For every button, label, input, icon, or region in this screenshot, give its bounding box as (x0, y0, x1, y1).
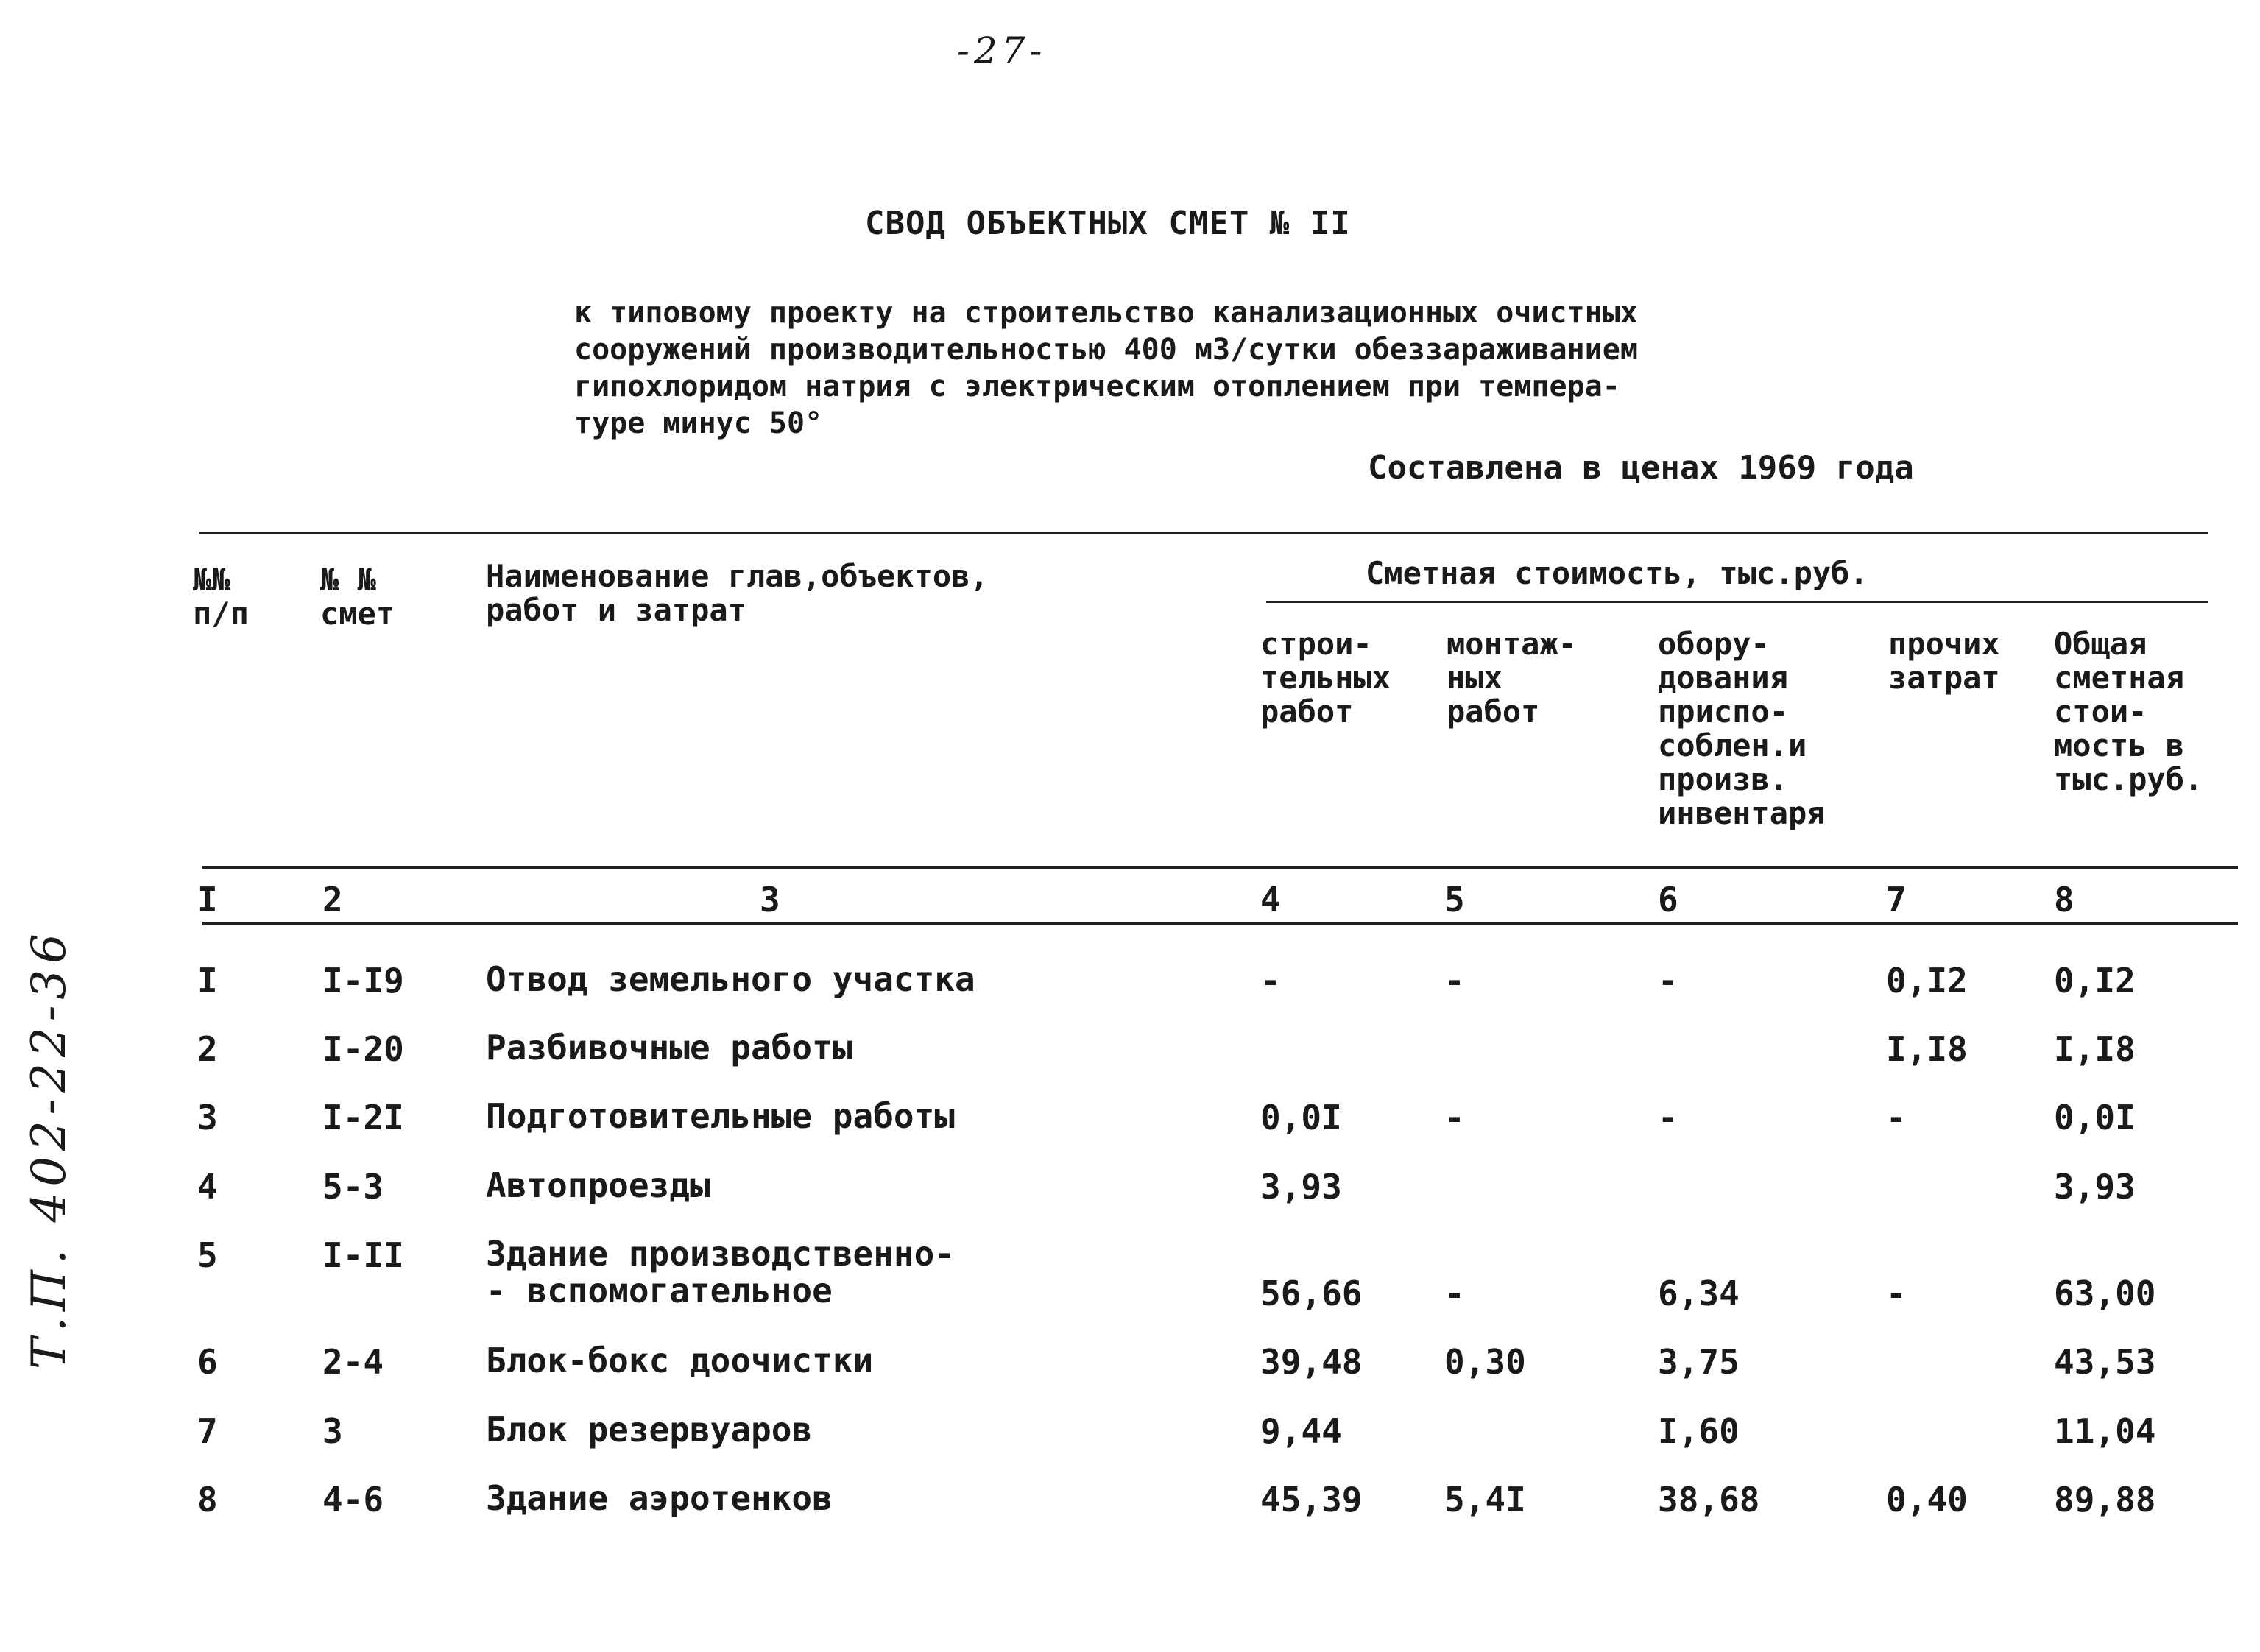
total-cost: I,I8 (2054, 1029, 2136, 1069)
other-cost: 0,40 (1886, 1480, 1968, 1519)
column-number: 8 (2054, 880, 2074, 919)
total-cost: 0,0I (2054, 1098, 2136, 1137)
item-name: Разбивочные работы (486, 1028, 853, 1067)
item-name: Здание аэротенков (486, 1478, 833, 1518)
document-title: СВОД ОБЪЕКТНЫХ СМЕТ № II (865, 205, 1351, 242)
other-cost: 0,I2 (1886, 961, 1968, 1000)
equipment-cost: I,60 (1658, 1411, 1740, 1451)
item-name: Здание производственно- - вспомогательное (486, 1234, 955, 1310)
column-number: 2 (322, 880, 343, 919)
equipment-cost: - (1658, 1098, 1678, 1137)
estimate-number: I-I9 (322, 961, 404, 1000)
estimate-number: 3 (322, 1411, 343, 1451)
document-subtitle (574, 294, 1899, 442)
installation-cost: 0,30 (1444, 1342, 1526, 1382)
estimate-number: I-2I (322, 1098, 404, 1137)
estimate-number: 5-3 (322, 1167, 384, 1207)
row-number: 2 (197, 1029, 218, 1069)
table-top-rule (199, 532, 2208, 534)
row-number: 4 (197, 1167, 218, 1207)
construction-cost: 56,66 (1260, 1274, 1363, 1313)
column-numbers-rule (202, 922, 2238, 925)
construction-cost: 39,48 (1260, 1342, 1363, 1382)
page-number: -27- (957, 29, 1047, 72)
equipment-cost: - (1658, 961, 1678, 1000)
installation-cost: - (1444, 1274, 1465, 1313)
header-other: прочих затрат (1888, 626, 2000, 696)
prices-note: Составлена в ценах 1969 года (1368, 449, 1914, 487)
column-number: 3 (760, 880, 780, 919)
total-cost: 43,53 (2054, 1342, 2156, 1382)
other-cost: - (1886, 1274, 1907, 1313)
header-installation: монтаж- ных работ (1447, 626, 1578, 730)
header-cost-group: Сметная стоимость, тыс.руб. (1366, 555, 1868, 591)
total-cost: 63,00 (2054, 1274, 2156, 1313)
construction-cost: 9,44 (1260, 1411, 1342, 1451)
column-number: I (197, 880, 218, 919)
other-cost: - (1886, 1098, 1907, 1137)
column-number: 7 (1886, 880, 1907, 919)
total-cost: 89,88 (2054, 1480, 2156, 1519)
header-equipment: обору- дования приспо- соблен.и произв. инвентаря (1658, 626, 1826, 831)
margin-note: Т.П. 402-22-36 (22, 928, 77, 1369)
installation-cost: 5,4I (1444, 1480, 1526, 1519)
installation-cost: - (1444, 1098, 1465, 1137)
column-number: 6 (1658, 880, 1678, 919)
estimate-number: 2-4 (322, 1342, 384, 1382)
row-number: 3 (197, 1098, 218, 1137)
row-number: 6 (197, 1342, 218, 1382)
construction-cost: - (1260, 961, 1281, 1000)
row-number: 7 (197, 1411, 218, 1451)
estimate-number: I-20 (322, 1029, 404, 1069)
header-total: Общая сметная стои- мость в тыс.руб. (2054, 626, 2203, 797)
construction-cost: 3,93 (1260, 1167, 1342, 1207)
header-estimate-number: № № смет (320, 562, 395, 632)
total-cost: 0,I2 (2054, 961, 2136, 1000)
column-number: 5 (1444, 880, 1465, 919)
subtitle-line: туре минус 50° (574, 406, 823, 440)
construction-cost: 0,0I (1260, 1098, 1342, 1137)
estimate-number: 4-6 (322, 1480, 384, 1519)
total-cost: 3,93 (2054, 1167, 2136, 1207)
total-cost: 11,04 (2054, 1411, 2156, 1451)
item-name: Блок-бокс доочистки (486, 1341, 874, 1380)
column-number: 4 (1260, 880, 1281, 919)
row-number: 5 (197, 1235, 218, 1275)
estimate-number: I-II (322, 1235, 404, 1275)
item-name: Отвод земельного участка (486, 959, 975, 999)
item-name: Блок резервуаров (486, 1410, 813, 1450)
header-construction: строи- тельных работ (1260, 626, 1391, 730)
installation-cost: - (1444, 961, 1465, 1000)
other-cost: I,I8 (1886, 1029, 1968, 1069)
header-name: Наименование глав,объектов, работ и затрат (486, 558, 989, 628)
header-row-number: №№ п/п (193, 562, 249, 632)
item-name: Подготовительные работы (486, 1096, 955, 1136)
header-bottom-rule (202, 866, 2238, 869)
cost-group-rule (1266, 601, 2208, 603)
row-number: I (197, 961, 218, 1000)
equipment-cost: 3,75 (1658, 1342, 1740, 1382)
subtitle-line: к типовому проекту на строительство канализационных очистных (574, 296, 1638, 330)
construction-cost: 45,39 (1260, 1480, 1363, 1519)
subtitle-line: гипохлоридом натрия с электрическим отоплением при темпера- (574, 370, 1620, 403)
equipment-cost: 38,68 (1658, 1480, 1760, 1519)
item-name: Автопроезды (486, 1165, 710, 1205)
equipment-cost: 6,34 (1658, 1274, 1740, 1313)
row-number: 8 (197, 1480, 218, 1519)
subtitle-line: сооружений производительностью 400 м3/сутки обеззараживанием (574, 333, 1638, 367)
